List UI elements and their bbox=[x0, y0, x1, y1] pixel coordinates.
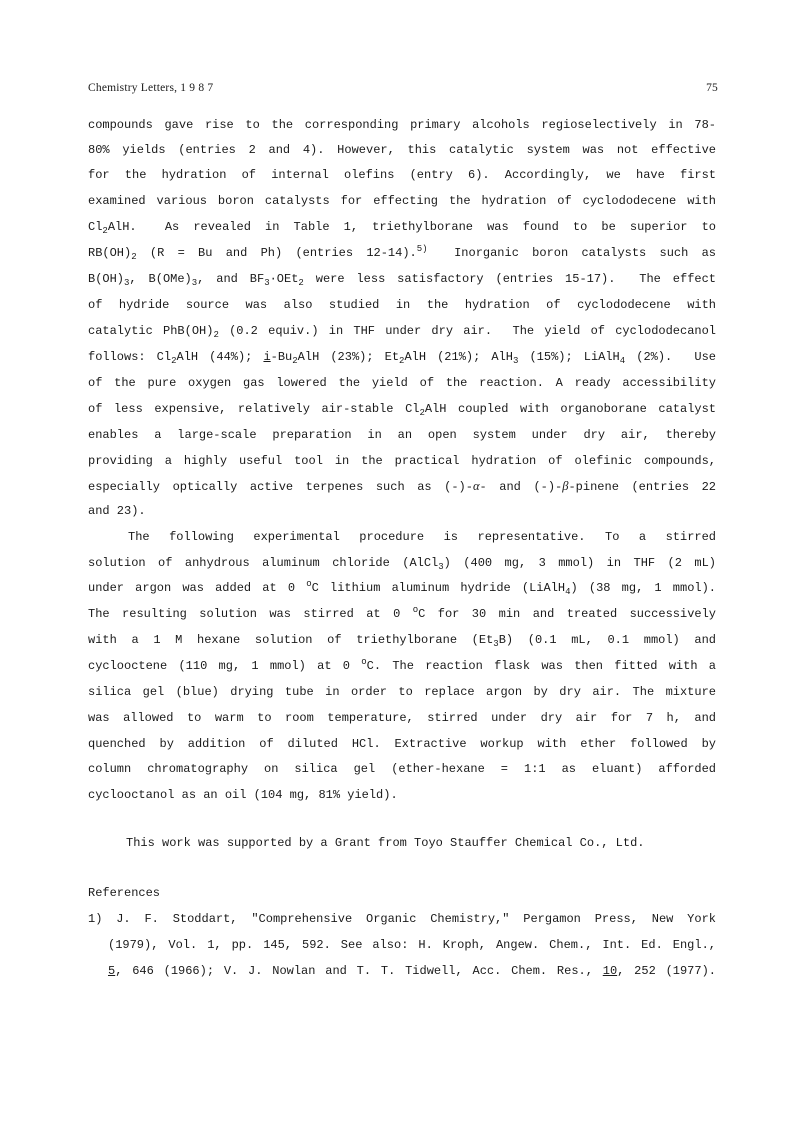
body-line: providing a highly useful tool in the practical hydration of olefinic compounds, bbox=[88, 454, 716, 468]
body-line: 80% yields (entries 2 and 4). However, this catalytic system was not effective bbox=[88, 143, 716, 157]
reference-line: (1979), Vol. 1, pp. 145, 592. See also: H. Kroph, Angew. Chem., Int. Ed. Engl., bbox=[108, 938, 716, 952]
body-line: with a 1 M hexane solution of triethylborane $(Et_3B)$ (0.1 mL, 0.1 mmol) and bbox=[88, 633, 717, 649]
body-line: column chromatography on silica gel (ether-hexane = 1:1 as eluant) afforded bbox=[88, 762, 716, 776]
body-line: $RB(OH)_2$ (R = Bu and Ph) (entries 12-14).$^{5)}$ Inorganic boron catalysts such as bbox=[88, 244, 717, 262]
body-line: silica gel (blue) drying tube in order to replace argon by dry air. The mixture bbox=[88, 685, 716, 699]
body-line: $B(OH)_3$, $B(OMe)_3$, and $BF_3\cdot OEt_2$ were less satisfactory (entries 15-17). The effect bbox=[88, 272, 717, 288]
reference-line: 5, 646 (1966); V. J. Nowlan and T. T. Tidwell, Acc. Chem. Res., 10, 252 (1977). bbox=[108, 964, 716, 978]
reference-line: 1) J. F. Stoddart, "Comprehensive Organic Chemistry," Pergamon Press, New York bbox=[88, 912, 716, 926]
body-line: and 23). bbox=[88, 504, 146, 518]
body-line: for the hydration of internal olefins (entry 6). Accordingly, we have first bbox=[88, 168, 716, 182]
body-line: solution of anhydrous aluminum chloride (AlCl$_3$) (400 mg, 3 mmol) in THF (2 mL) bbox=[88, 556, 716, 572]
body-line: under argon was added at 0 $^o$C lithium aluminum hydride (LiAlH$_4$) (38 mg, 1 mmol). bbox=[88, 579, 717, 597]
body-line: $Cl_2AlH$. As revealed in Table 1, triethylborane was found to be superior to bbox=[88, 220, 716, 236]
running-header bbox=[88, 82, 718, 98]
body-line: was allowed to warm to room temperature, stirred under dry air for 7 h, and bbox=[88, 711, 716, 725]
body-line: cyclooctene (110 mg, 1 mmol) at 0 $^o$C. The reaction flask was then fitted with a bbox=[88, 657, 716, 673]
body-line: follows: $Cl_2AlH$ (44%); $i-Bu_2AlH$ (23%); $Et_2AlH$ (21%); AlH$_3$ (15%); LiAlH$_4$ (2%). Use bbox=[88, 350, 716, 366]
journal-title: Chemistry Letters, 1 9 8 7 bbox=[88, 82, 214, 94]
page-number: 75 bbox=[706, 82, 718, 94]
body-line: compounds gave rise to the corresponding primary alcohols regioselectively in 78- bbox=[88, 118, 716, 132]
body-line: of less expensive, relatively air-stable $Cl_2AlH$ coupled with organoborane catalyst bbox=[88, 402, 716, 418]
body-line: The following experimental procedure is representative. To a stirred bbox=[128, 530, 716, 544]
references-heading: References bbox=[88, 886, 161, 900]
body-line: of the pure oxygen gas lowered the yield of the reaction. A ready accessibility bbox=[88, 376, 716, 390]
body-line: enables a large-scale preparation in an open system under dry air, thereby bbox=[88, 428, 716, 442]
body-line: cyclooctanol as an oil (104 mg, 81% yield). bbox=[88, 788, 398, 802]
body-line: examined various boron catalysts for effecting the hydration of cyclododecene with bbox=[88, 194, 716, 208]
acknowledgment: This work was supported by a Grant from Toyo Stauffer Chemical Co., Ltd. bbox=[126, 836, 645, 850]
body-line: quenched by addition of diluted HCl. Extractive workup with ether followed by bbox=[88, 737, 716, 751]
body-line: The resulting solution was stirred at 0 $^o$C for 30 min and treated successively bbox=[88, 605, 716, 621]
body-line: especially optically active terpenes such as (-)-α- and (-)-β-pinene (entries 22 bbox=[88, 479, 717, 494]
body-line: of hydride source was also studied in the hydration of cyclododecene with bbox=[88, 298, 716, 312]
body-line: catalytic $PhB(OH)_2$ (0.2 equiv.) in THF under dry air. The yield of cyclododecanol bbox=[88, 324, 717, 340]
